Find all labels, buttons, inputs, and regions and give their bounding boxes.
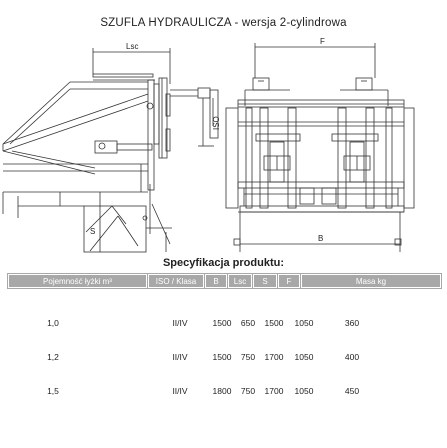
cell-s: 1700 [264,386,284,396]
cell-lsc: 650 [240,318,256,328]
technical-drawing [0,34,447,256]
cell-lsc: 750 [240,386,256,396]
cell-iso-class: II/IV [172,386,188,396]
header-iso-class: ISO / Klasa [148,274,204,288]
header-lsc: Lsc [228,274,252,288]
header-mass: Masa kg [301,274,441,288]
s-dimension-label: S [90,227,96,236]
f-dimension-label: F [320,37,325,46]
iso-dimension-label: ISO [212,116,221,130]
cell-capacity: 1,2 [47,352,59,362]
cell-s: 1700 [264,352,284,362]
cell-b: 1500 [212,318,232,328]
cell-f: 1050 [294,318,314,328]
cell-capacity: 1,0 [47,318,59,328]
b-dimension-label: B [318,234,324,243]
cell-s: 1500 [264,318,284,328]
table-row [7,318,442,332]
cell-iso-class: II/IV [172,352,188,362]
cell-f: 1050 [294,352,314,362]
cell-b: 1800 [212,386,232,396]
document-title: SZUFLA HYDRAULICZA - wersja 2-cylindrowa [100,17,347,29]
cell-lsc: 750 [240,352,256,362]
cell-mass: 450 [344,386,360,396]
cell-mass: 400 [344,352,360,362]
lsc-dimension-label: Lsc [126,42,139,51]
cell-mass: 360 [344,318,360,328]
cell-capacity: 1,5 [47,386,59,396]
header-capacity: Pojemność łyżki m³ [8,274,147,288]
cell-iso-class: II/IV [172,318,188,328]
header-f: F [278,274,300,288]
spec-heading: Specyfikacja produktu: [162,257,285,269]
table-row [7,352,442,366]
header-b: B [205,274,227,288]
table-row [7,386,442,400]
spec-table-header [7,273,442,289]
cell-f: 1050 [294,386,314,396]
header-s: S [253,274,277,288]
cell-b: 1500 [212,352,232,362]
